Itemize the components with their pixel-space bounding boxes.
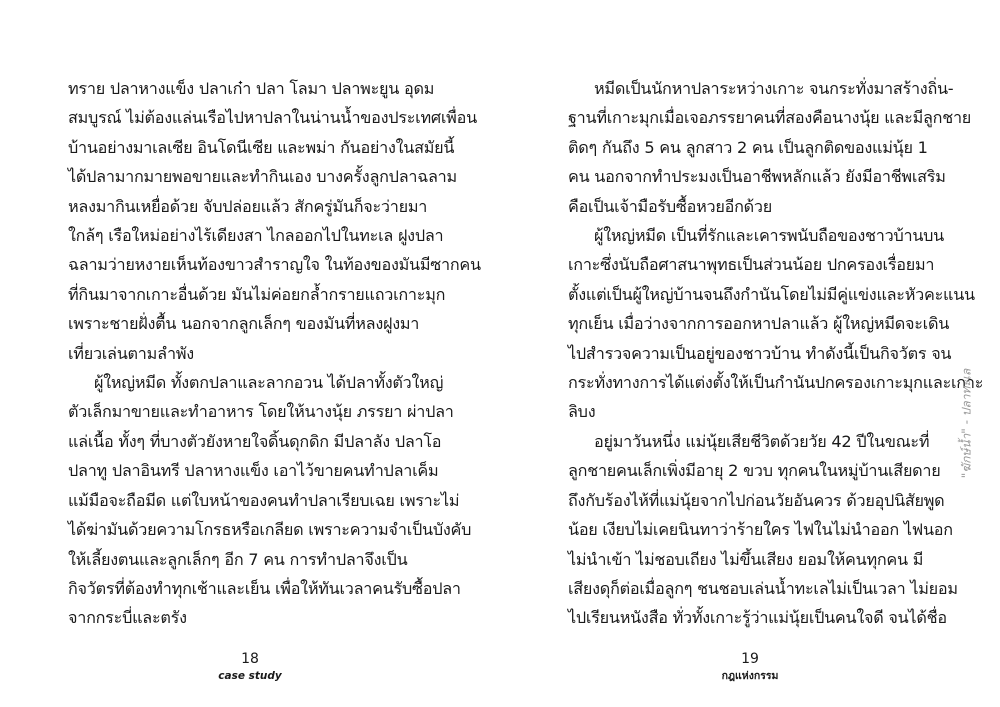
text-line: ผู้ใหญ่หมีด ทั้งตกปลาและลากอวน ได้ปลาทั้งตัวใหญ่ — [94, 373, 444, 393]
text-line: ตัวเล็กมาขายและทำอาหาร โดยให้นางนุ้ย ภรรยา ผ่าปลา — [68, 402, 454, 422]
text-line: ไม่นำเข้า ไม่ชอบเถียง ไม่ขึ้นเสียง ยอมให้คนทุกคน มี — [568, 549, 924, 569]
text-line: เสียงดุก็ต่อเมื่อลูกๆ ชนชอบเล่นน้ำทะเลไม่เป็นเวลา ไม่ยอม — [568, 578, 958, 598]
text-line: เที่ยวเล่นตามลำพัง — [68, 343, 194, 363]
text-line: ถึงกับร้องไห้ที่แม่นุ้ยจากไปก่อนวัยอันควร ด้วยอุปนิสัยพูด — [568, 490, 945, 510]
text-line: หมีดเป็นนักหาปลาระหว่างเกาะ จนกระทั่งมาสร้างถิ่น- — [594, 79, 954, 98]
text-line: ให้เลี้ยงตนและลูกเล็กๆ อีก 7 คน การทำปลาจึงเป็น — [68, 549, 408, 569]
text-line: อยู่มาวันหนึ่ง แม่นุ้ยเสียชีวิตด้วยวัย 42 ปีในขณะที่ — [594, 431, 930, 451]
text-line: ตั้งแต่เป็นผู้ใหญ่บ้านจนถึงกำนันโดยไม่มีคู่แข่งและหัวคะแนน — [568, 284, 975, 304]
text-line: ผู้ใหญ่หมีด เป็นที่รักและเคารพนับถือของชาวบ้านบน — [594, 226, 944, 246]
text-line: ไปสำรวจความเป็นอยู่ของชาวบ้าน ทำดังนี้เป็นกิจวัตร จน — [568, 343, 952, 363]
text-line: แล่เนื้อ ทั้งๆ ที่บางตัวยังหายใจดิ้นดุกดิก มีปลาลัง ปลาโอ — [68, 431, 442, 451]
text-line: ได้ฆ่ามันด้วยความโกรธหรือเกลียด เพราะความจำเป็นบังคับ — [68, 520, 472, 540]
right-page-number: 19 — [741, 651, 759, 667]
text-line: บ้านอย่างมาเลเซีย อินโดนีเซีย และพม่า กันอย่างในสมัยนี้ — [68, 137, 455, 157]
text-line: น้อย เงียบไม่เคยนินทาว่าร้ายใคร ไฟในไม่นำออก ไฟนอก — [568, 520, 953, 540]
text-line: ลูกชายคนเล็กเพิ่งมีอายุ 2 ขวบ ทุกคนในหมู่บ้านเสียดาย — [568, 461, 941, 481]
left-page-body — [68, 74, 481, 633]
text-line: ทุกเย็น เมื่อว่างจากการออกหาปลาแล้ว ผู้ใหญ่หมีดจะเดิน — [568, 314, 950, 334]
left-page-footer-title: case study — [218, 670, 282, 682]
text-line: ติดๆ กันถึง 5 คน ลูกสาว 2 คน เป็นลูกติดของแม่นุ้ย 1 — [568, 137, 928, 157]
text-line: ลิบง — [568, 402, 596, 422]
text-line: ไปเรียนหนังสือ ทั่วทั้งเกาะรู้ว่าแม่นุ้ยเป็นคนใจดี จนได้ชื่อ — [568, 608, 947, 628]
side-title-text: "ฆักษ์น้ำ" - ปลาทะเล — [959, 368, 974, 478]
text-line: ฉลามว่ายหงายเห็นท้องขาวสำราญใจ ในท้องของมันมีซากคน — [68, 255, 481, 275]
text-line: คน นอกจากทำประมงเป็นอาชีพหลักแล้ว ยังมีอาชีพเสริม — [568, 167, 946, 187]
text-line: แม้มือจะถือมีด แต่ใบหน้าของคนทำปลาเรียบเฉย เพราะไม่ — [68, 490, 460, 510]
text-line: ที่กินมาจากเกาะอื่นด้วย มันไม่ค่อยกล้ำกรายแถวเกาะมุก — [68, 284, 446, 304]
text-line: กระทั่งทางการได้แต่งตั้งให้เป็นกำนันปกครองเกาะมุกและเกาะ — [568, 373, 984, 393]
vertical-side-title — [956, 303, 978, 543]
left-page-number: 18 — [241, 651, 259, 667]
right-page — [500, 0, 1000, 707]
text-line: สมบูรณ์ ไม่ต้องแล่นเรือไปหาปลาในน่านน้ำของประเทศเพื่อน — [68, 108, 477, 128]
text-line: เกาะซึ่งนับถือศาสนาพุทธเป็นส่วนน้อย ปกครองเรื่อยมา — [568, 255, 935, 275]
text-line: คือเป็นเจ้ามือรับซื้อหวยอีกด้วย — [568, 196, 772, 216]
text-line: เพราะชายฝั่งตื้น นอกจากลูกเล็กๆ ของมันที่หลงฝูงมา — [68, 314, 420, 334]
text-line: ใกล้ๆ เรือใหม่อย่างไร้เดียงสา ไกลออกไปในทะเล ฝูงปลา — [68, 226, 444, 246]
text-line: ปลาทู ปลาอินทรี ปลาหางแข็ง เอาไว้ขายคนทำปลาเค็ม — [68, 461, 439, 481]
text-line: ฐานที่เกาะมุกเมื่อเจอภรรยาคนที่สองคือนางนุ้ย และมีลูกชาย — [568, 108, 972, 128]
right-page-footer-title: กฎแห่งกรรม — [721, 670, 779, 682]
text-line: ทราย ปลาหางแข็ง ปลาเก๋า ปลา โลมา ปลาพะยูน อุดม — [68, 79, 435, 98]
text-line: จากกระบี่และตรัง — [68, 608, 187, 628]
text-line: กิจวัตรที่ต้องทำทุกเช้าและเย็น เพื่อให้ทันเวลาคนรับซื้อปลา — [68, 578, 461, 598]
text-line: หลงมากินเหยื่อด้วย จับปล่อยแล้ว สักครู่มันก็จะว่ายมา — [68, 196, 428, 216]
text-line: ได้ปลามากมายพอขายและทำกินเอง บางครั้งลูกปลาฉลาม — [68, 167, 457, 187]
